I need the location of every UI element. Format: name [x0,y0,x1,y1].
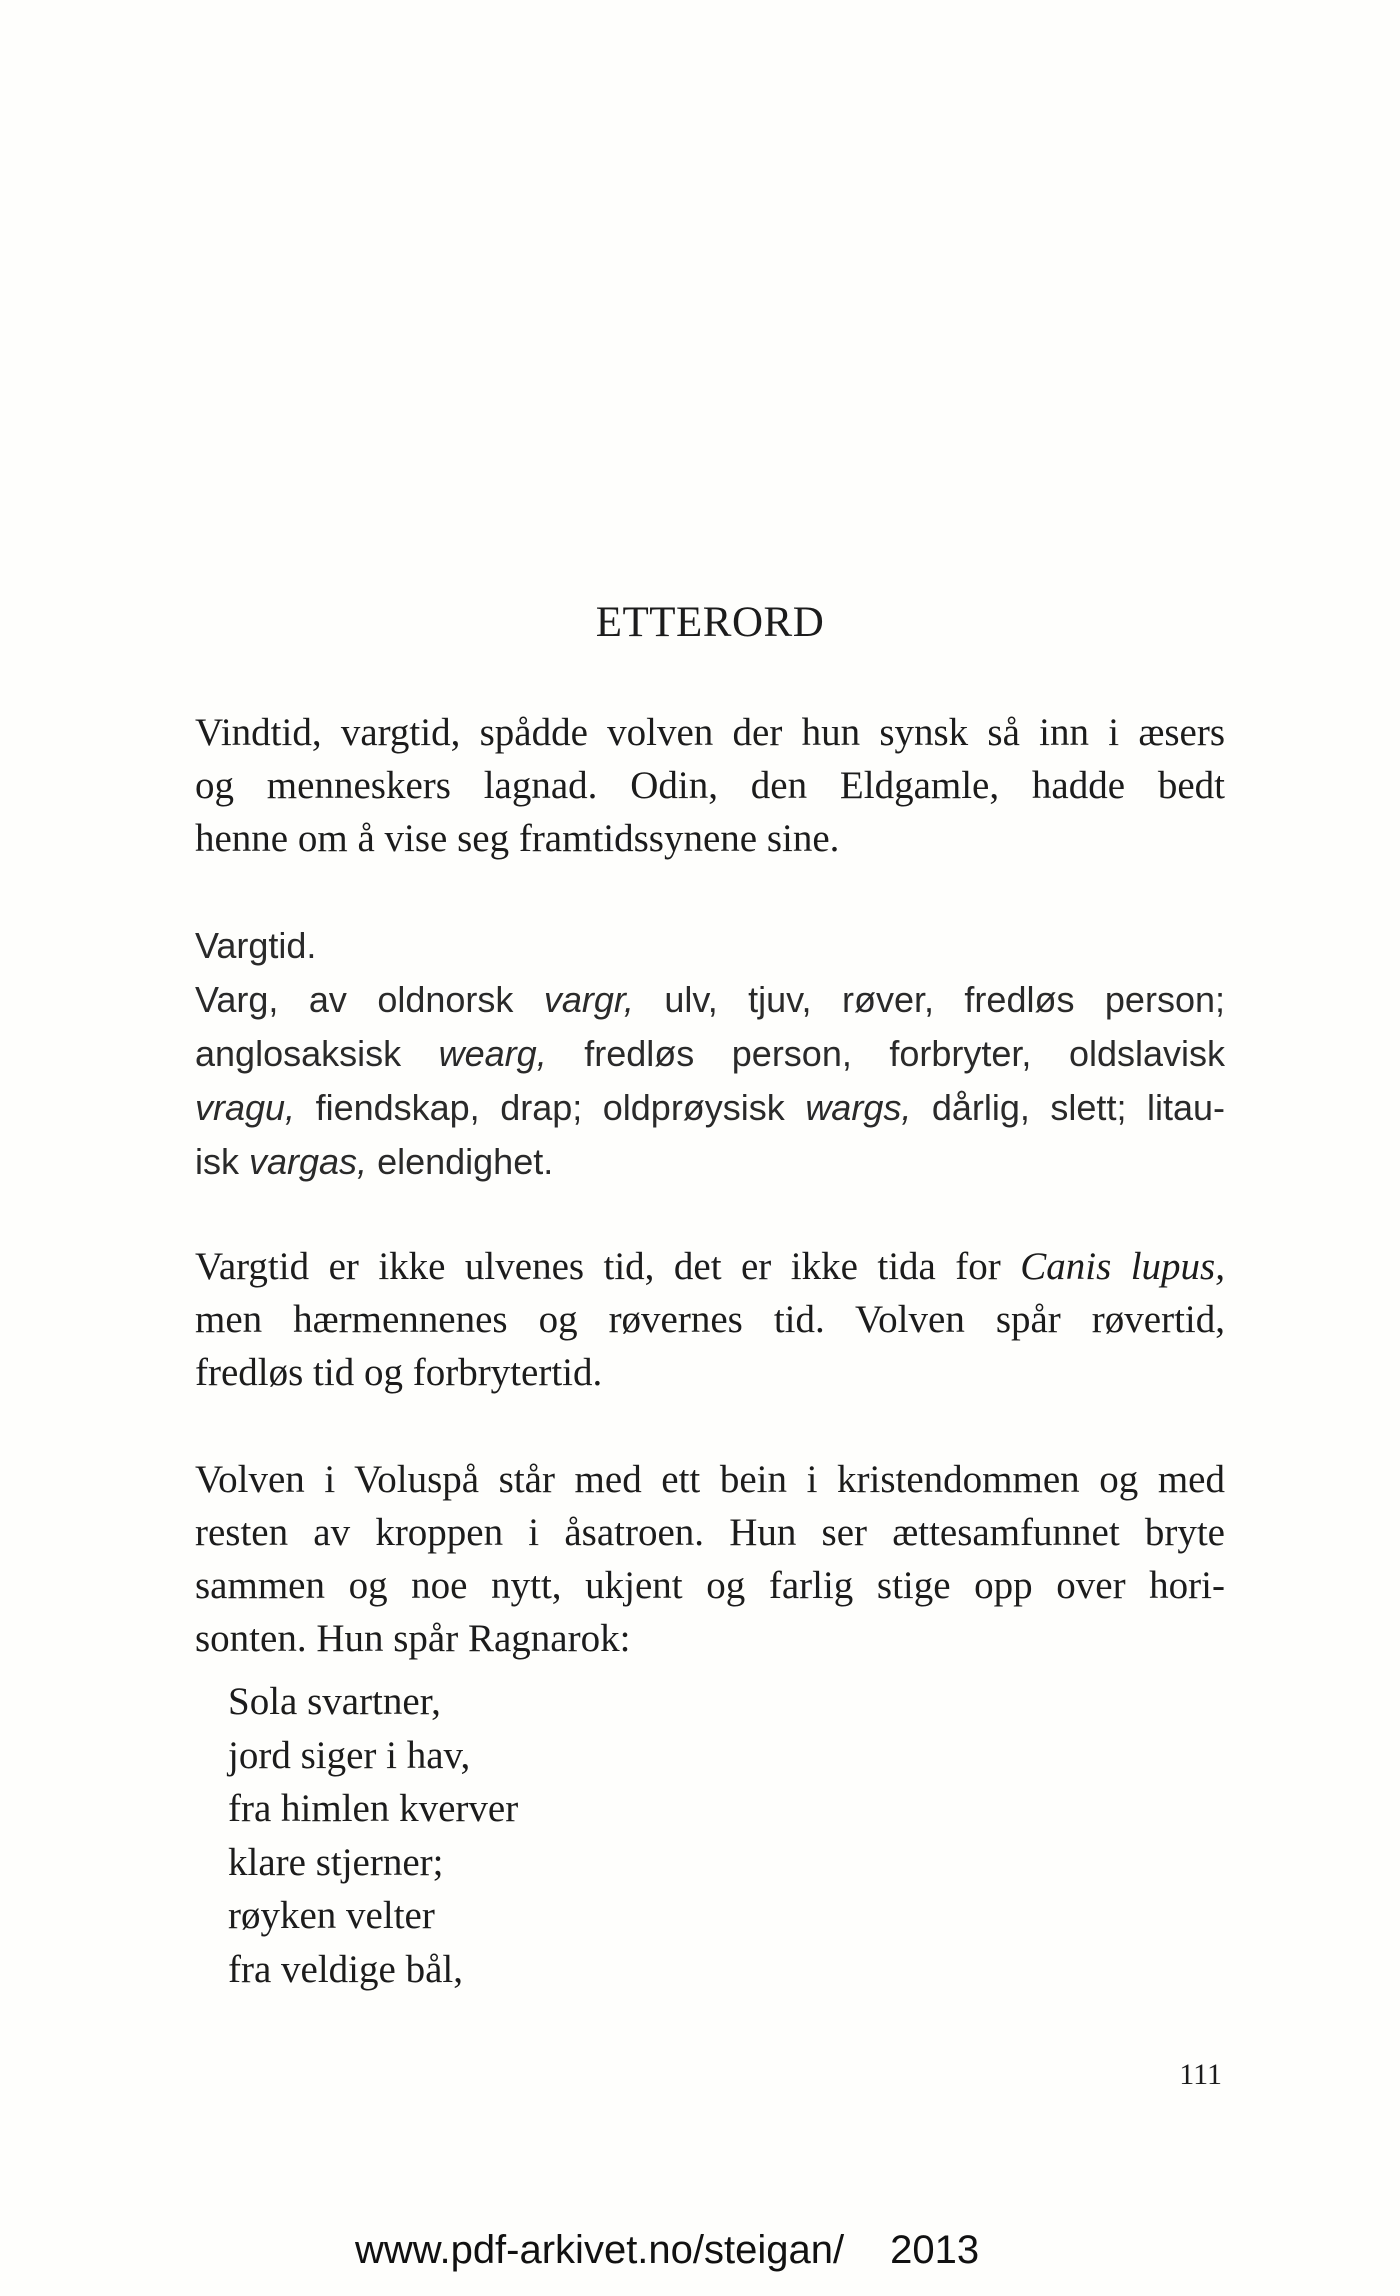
poem-line: jord siger i hav, [228,1733,471,1777]
text-line: Varg, av oldnorsk vargr, ulv, tjuv, røver, fredløs person; [195,979,1225,1020]
text-line: anglosaksisk wearg, fredløs person, forbryter, oldslavisk [195,1033,1226,1074]
paragraph-vargtid [195,1240,1225,1399]
paragraph-etymology [195,919,1225,1189]
source-url[interactable]: www.pdf-arkivet.no/steigan/ [355,2228,845,2272]
poem-line: fra veldige bål, [228,1947,463,1991]
text-line: Vargtid er ikke ulvenes tid, det er ikke tida for Canis lupus, [195,1245,1225,1288]
text-line: men hærmennenes og røvernes tid. Volven spår røvertid, [195,1298,1225,1341]
italic-word: vragu, [195,1087,296,1128]
text-line: isk vargas, elendighet. [195,1141,554,1182]
poem-quote [228,1675,518,1996]
paragraph-voluspa [195,1453,1225,1665]
italic-word: vargas, [249,1141,368,1182]
text-line: vragu, fiendskap, drap; oldprøysisk wargs, dårlig, slett; litau- [195,1087,1225,1128]
paragraph-intro [195,706,1225,865]
text-line: Vargtid. [195,925,317,966]
source-year: 2013 [890,2228,980,2272]
italic-word: vargr, [543,979,634,1020]
poem-line: Sola svartner, [228,1680,441,1723]
text-line: henne om å vise seg framtidssynene sine. [195,817,840,860]
page-number: 111 [1179,2058,1222,2091]
chapter-heading: ETTERORD [595,599,825,646]
text-line: fredløs tid og forbrytertid. [195,1351,603,1394]
text-line: Vindtid, vargtid, spådde volven der hun synsk så inn i æsers [195,711,1225,754]
text-line: sonten. Hun spår Ragnarok: [195,1617,631,1660]
poem-line: røyken velter [228,1894,435,1937]
text-line: og menneskers lagnad. Odin, den Eldgamle, hadde bedt [195,764,1225,807]
text-line: resten av kroppen i åsatroen. Hun ser ættesamfunnet bryte [195,1511,1225,1554]
source-footer [355,2228,979,2273]
poem-line: fra himlen kverver [228,1787,519,1830]
text-line: Volven i Voluspå står med ett bein i kristendommen og med [195,1458,1225,1501]
italic-word: wearg, [438,1033,547,1074]
italic-word: wargs, [805,1087,912,1128]
text-line: sammen og noe nytt, ukjent og farlig stige opp over hori- [195,1564,1225,1607]
poem-line: klare stjerner; [228,1840,444,1884]
italic-word: Canis lupus, [1020,1245,1225,1288]
